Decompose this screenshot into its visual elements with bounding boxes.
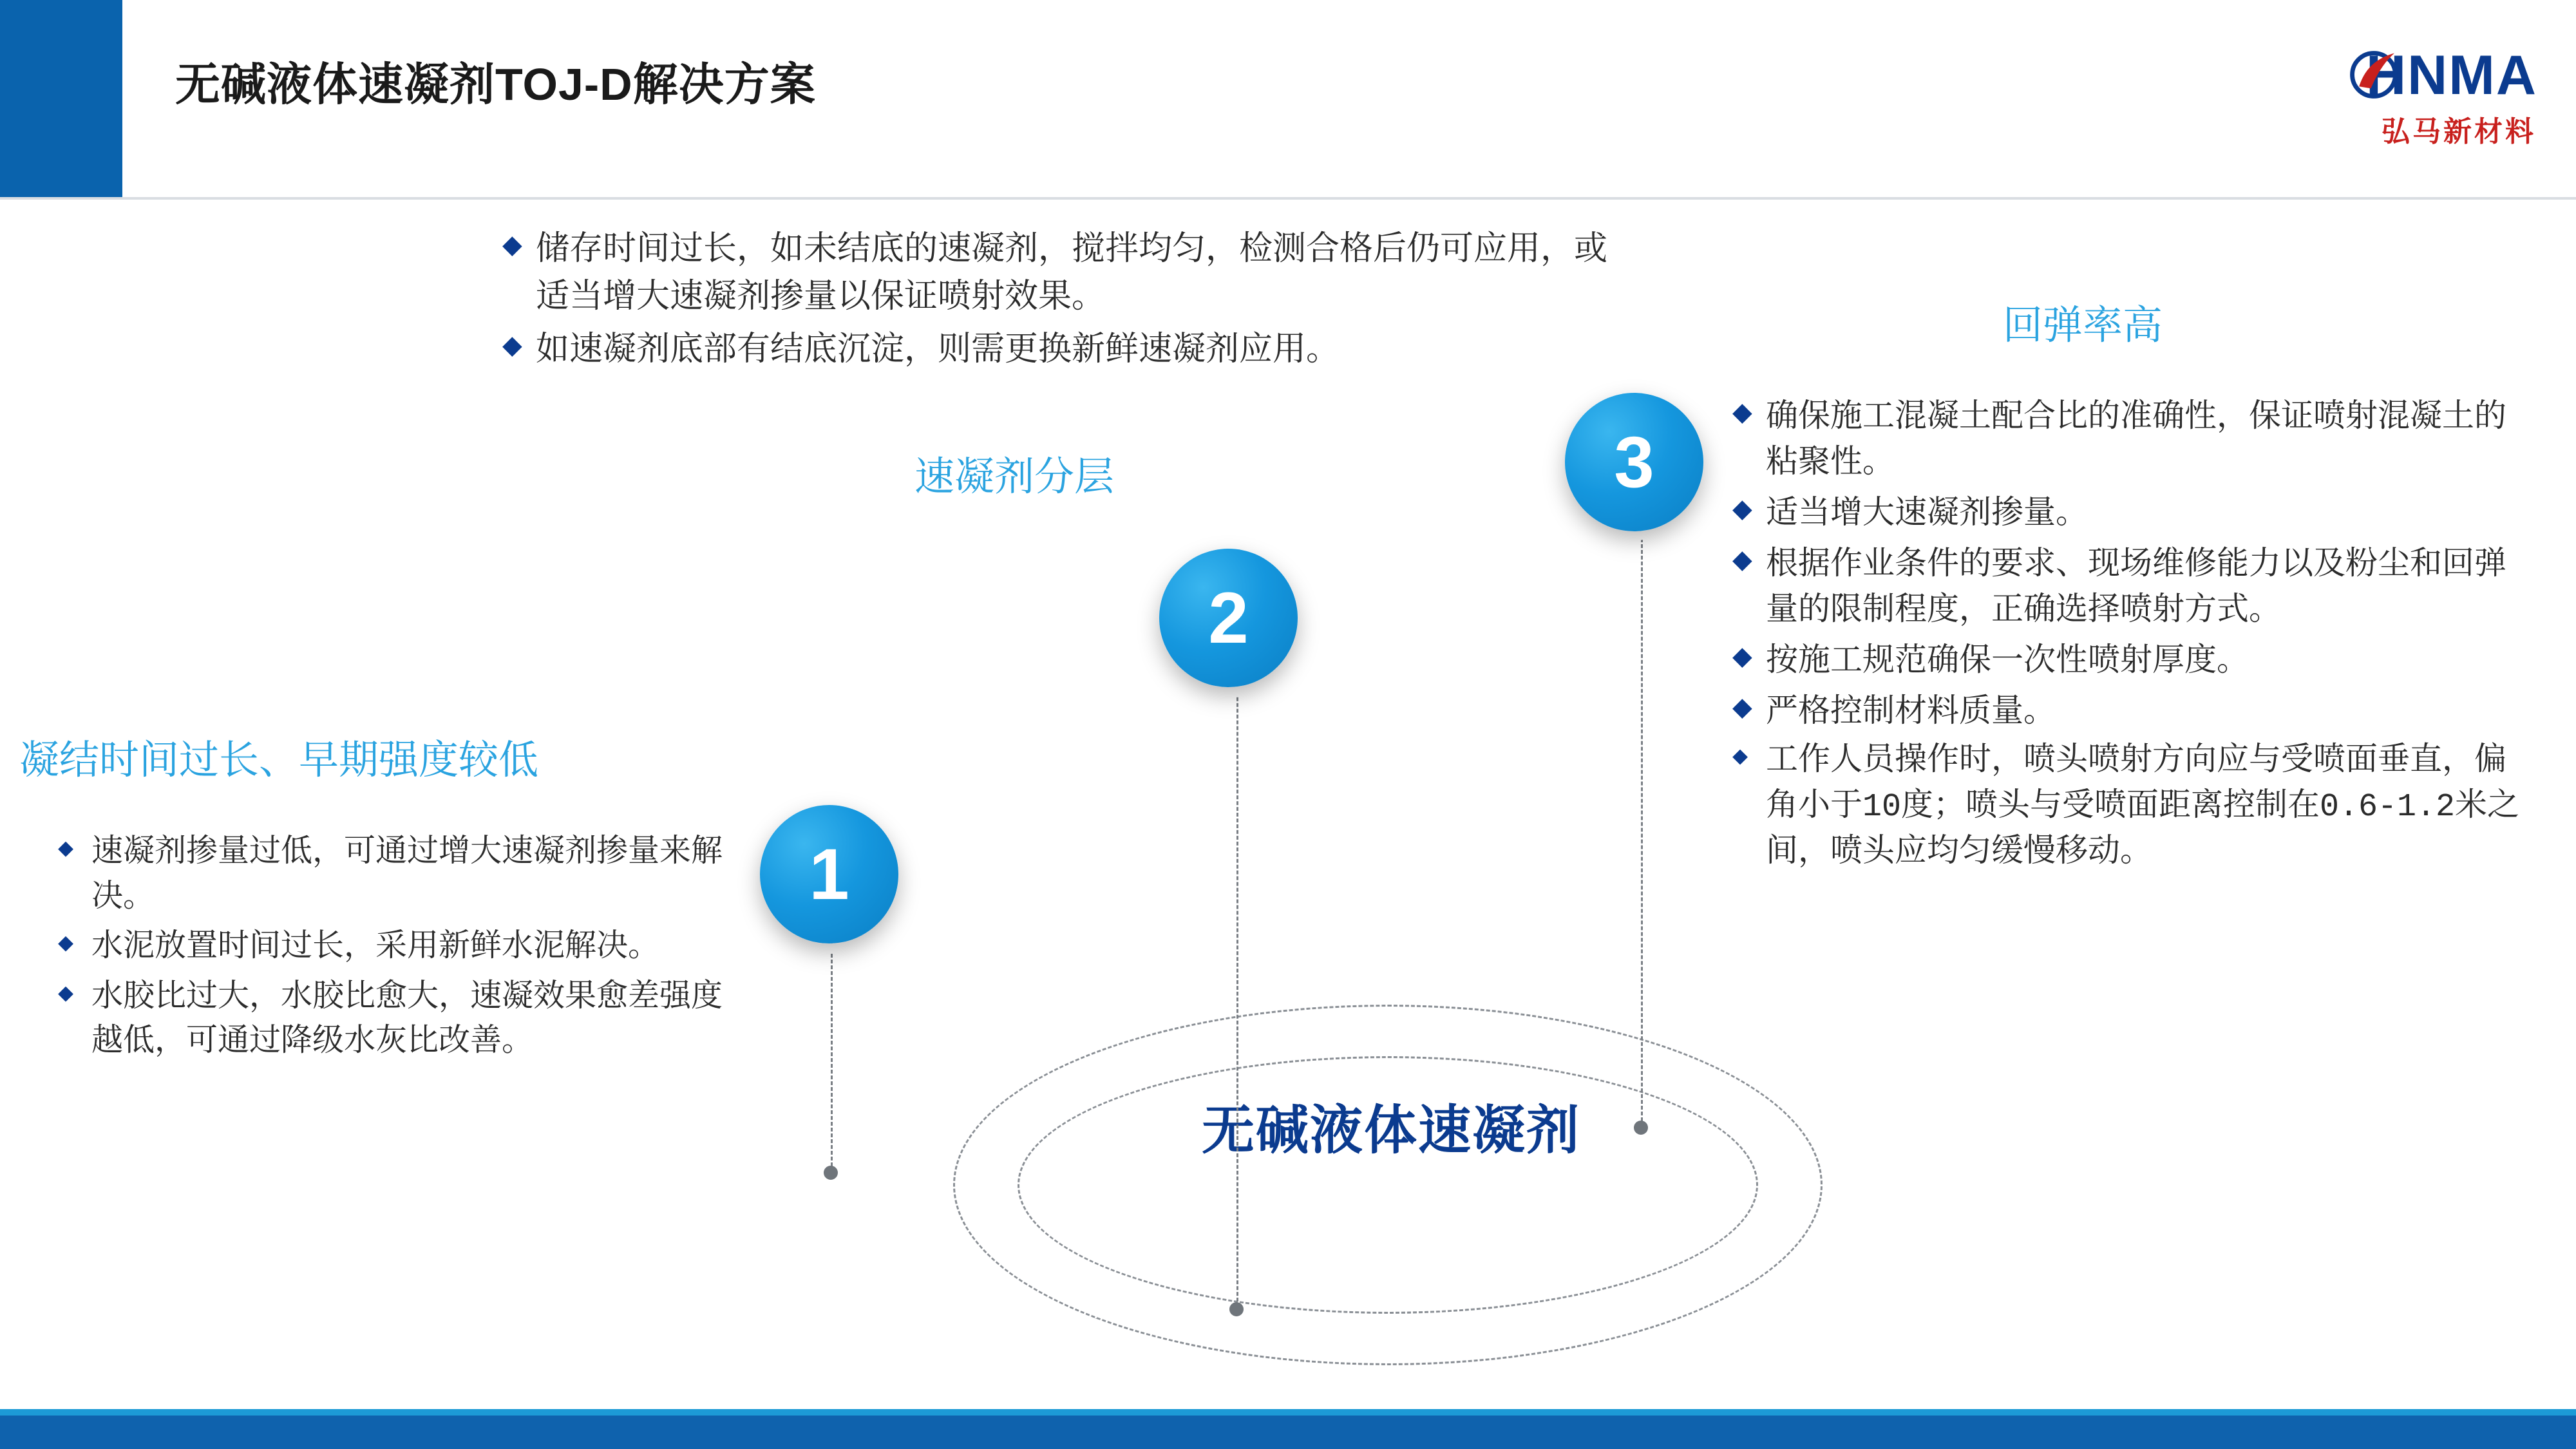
section-3-bullet-3: ◆ 根据作业条件的要求、现场维修能力以及粉尘和回弹量的限制程度，正确选择喷射方式。 [1732, 540, 2537, 632]
section-2-bullet-1: ◆ 储存时间过长，如未结底的速凝剂，搅拌均匀，检测合格后仍可应用，或适当增大速凝剂掺量以保证喷射效果。 [502, 225, 1636, 321]
diagram-center-label: 无碱液体速凝剂 [1201, 1101, 1580, 1160]
logo-swoosh-icon [2349, 50, 2398, 99]
stem-line-2 [1236, 657, 1238, 1307]
company-logo [2267, 44, 2537, 153]
logo-subtitle: 弘马新材料 [2382, 116, 2536, 147]
section-3-bullet-5: ◆ 严格控制材料质量。 [1732, 688, 2537, 734]
section-1-title: 凝结时间过长、早期强度较低 [19, 738, 539, 782]
section-1-bullet-1: ◆ 速凝剂掺量过低，可通过增大速凝剂掺量来解决。 [58, 831, 741, 920]
section-3-bullet-2: ◆ 适当增大速凝剂掺量。 [1732, 489, 2537, 535]
slide-footer [0, 1416, 2576, 1449]
diagram-node-1-number: 1 [809, 834, 849, 914]
diagram-node-2[interactable] [1159, 549, 1298, 687]
section-2-title: 速凝剂分层 [914, 455, 1115, 499]
stem-dot-2 [1229, 1302, 1244, 1316]
section-3-bullet-1: ◆ 确保施工混凝土配合比的准确性，保证喷射混凝土的粘聚性。 [1732, 393, 2537, 484]
section-3-title: 回弹率高 [2003, 303, 2163, 348]
logo-wordmark: HNMA [2366, 44, 2537, 106]
section-3-bullet-6: ◆ 工作人员操作时，喷头喷射方向应与受喷面垂直，偏角小于10度；喷头与受喷面距离控制在0.6-1.2米之间，喷头应均匀缓慢移动。 [1732, 739, 2537, 876]
stem-line-3 [1641, 515, 1643, 1127]
section-2-bullets [502, 225, 1636, 378]
diagram-node-2-number: 2 [1208, 578, 1249, 658]
diagram-node-3[interactable] [1565, 393, 1703, 531]
footer-accent [0, 1409, 2576, 1416]
section-2-bullet-2: ◆ 如速凝剂底部有结底沉淀，则需更换新鲜速凝剂应用。 [502, 326, 1636, 374]
page-title: 无碱液体速凝剂TOJ-D解决方案 [175, 59, 816, 109]
section-3-bullets [1732, 393, 2537, 881]
section-1-bullets [58, 831, 741, 1070]
section-3-bullet-4: ◆ 按施工规范确保一次性喷射厚度。 [1732, 637, 2537, 683]
stem-dot-3 [1634, 1121, 1648, 1135]
section-1-bullet-3: ◆ 水胶比过大，水胶比愈大，速凝效果愈差强度越低，可通过降级水灰比改善。 [58, 976, 741, 1065]
section-1-bullet-2: ◆ 水泥放置时间过长，采用新鲜水泥解决。 [58, 925, 741, 971]
slide-header [0, 0, 2576, 200]
stem-dot-1 [824, 1166, 838, 1180]
diagram-node-3-number: 3 [1614, 422, 1654, 502]
header-accent-bar [0, 0, 122, 197]
diagram-node-1[interactable] [760, 805, 898, 943]
